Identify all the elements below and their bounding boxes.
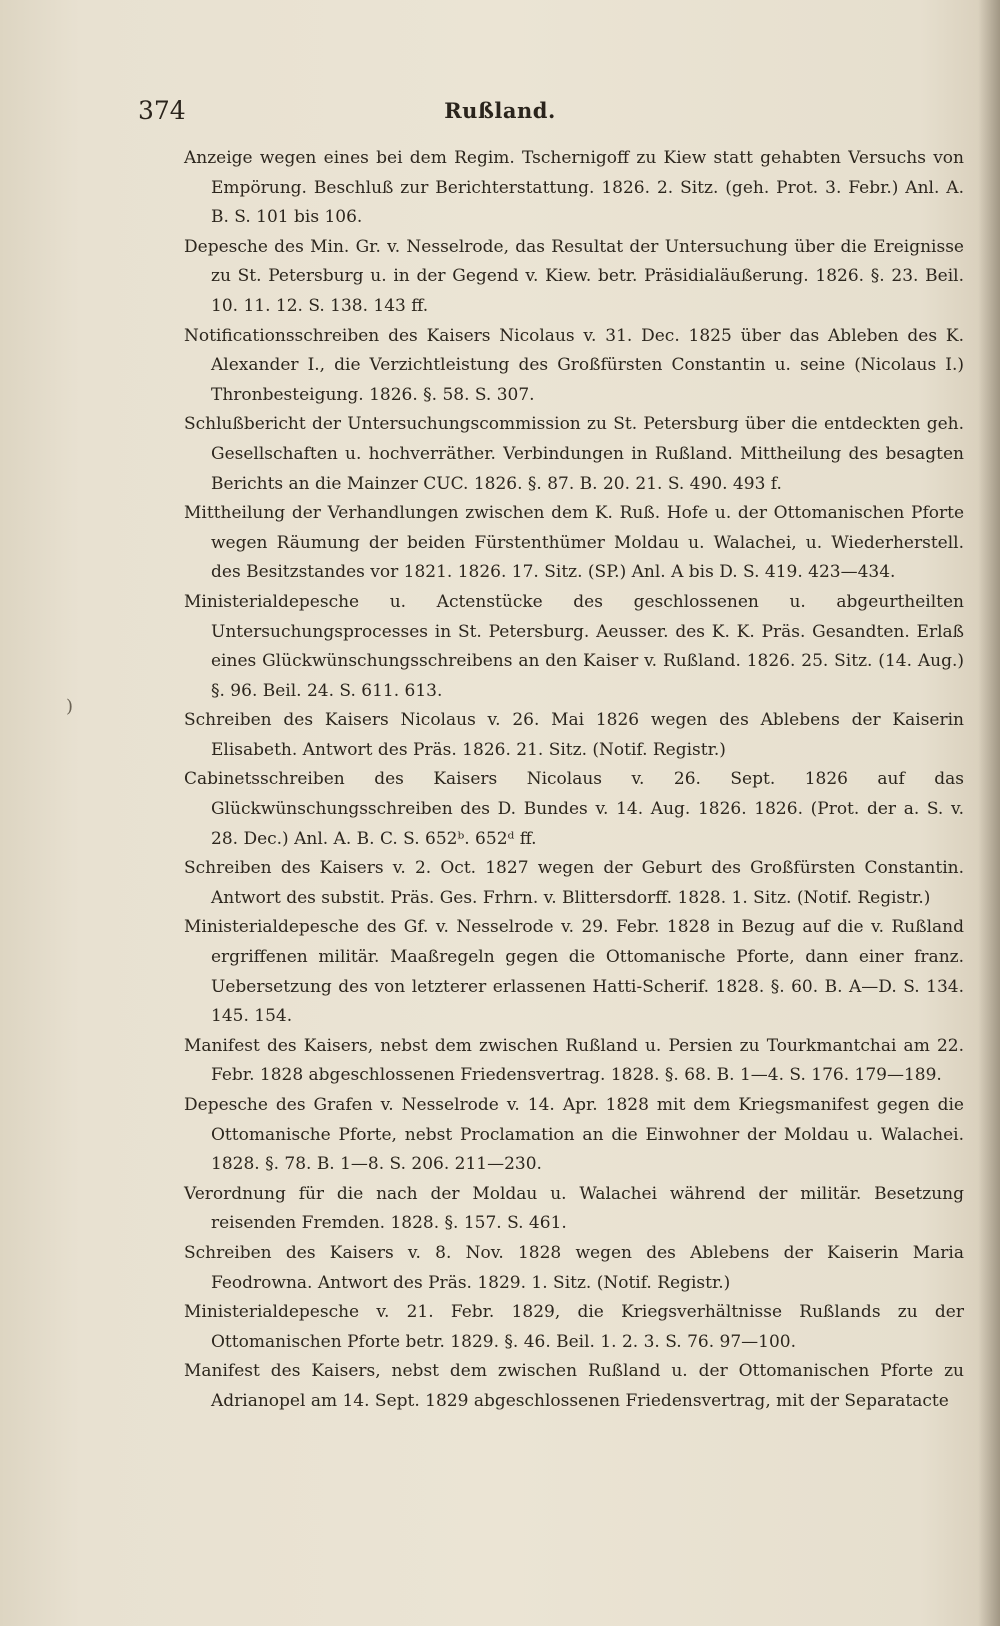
index-entry: Anzeige wegen eines bei dem Regim. Tschernigoff zu Kiew statt gehabten Versuchs von Empörung. Beschluß zur Berichterstattung. 1826. 2. Sitz. (geh. Prot. 3. Febr.) Anl. A. B. S. 101 bis 106. <box>184 148 964 228</box>
index-entry: Manifest des Kaisers, nebst dem zwischen Rußland u. der Ottomanischen Pforte zu Adrianopel am 14. Sept. 1829 abgeschlossenen Friedensvertrag, mit der Separatacte <box>184 1361 964 1411</box>
margin-mark: ) <box>66 696 74 717</box>
index-entry: Notificationsschreiben des Kaisers Nicolaus v. 31. Dec. 1825 über das Ableben des K. Alexander I., die Verzichtleistung des Großfürsten Constantin u. seine (Nicolaus I.) Thronbesteigung. 1826. §. 58. S. 307. <box>184 325 964 405</box>
index-entry: Ministerialdepesche v. 21. Febr. 1829, die Kriegsverhältnisse Rußlands zu der Ottomanischen Pforte betr. 1829. §. 46. Beil. 1. 2. 3. S. 76. 97—100. <box>184 1302 964 1352</box>
page-number: 374 <box>138 96 186 125</box>
book-spine-shadow <box>978 0 1000 1626</box>
index-entry: Schreiben des Kaisers v. 8. Nov. 1828 wegen des Ablebens der Kaiserin Maria Feodrowna. Antwort des Präs. 1829. 1. Sitz. (Notif. Registr.) <box>184 1242 964 1293</box>
index-entry: Schreiben des Kaisers Nicolaus v. 26. Mai 1826 wegen des Ablebens der Kaiserin Elisabeth. Antwort des Präs. 1826. 21. Sitz. (Notif. Registr.) <box>184 710 964 760</box>
index-entries <box>184 144 964 1417</box>
index-entry: Verordnung für die nach der Moldau u. Walachei während der militär. Besetzung reisenden Fremden. 1828. §. 157. S. 461. <box>184 1183 964 1234</box>
index-entry: Mittheilung der Verhandlungen zwischen dem K. Ruß. Hofe u. der Ottomanischen Pforte wegen Räumung der beiden Fürstenthümer Moldau u. Walachei, u. Wiederherstell. des Besitzstandes vor 1821. 1826. 17. Sitz. (SP.) Anl. A bis D. S. 419. 423—434. <box>184 503 964 583</box>
running-title: Rußland. <box>444 98 556 123</box>
index-entry: Ministerialdepesche des Gf. v. Nesselrode v. 29. Febr. 1828 in Bezug auf die v. Rußland ergriffenen militär. Maaßregeln gegen die Ottomanische Pforte, dann einer franz. Uebersetzung des von letzterer erlassenen Hatti-Scherif. 1828. §. 60. B. A—D. S. 134. 145. 154. <box>184 917 964 1027</box>
index-entry: Ministerialdepesche u. Actenstücke des geschlossenen u. abgeurtheilten Untersuchungsprocesses in St. Petersburg. Aeusser. des K. K. Präs. Gesandten. Erlaß eines Glückwünschungsschreibens an den Kaiser v. Rußland. 1826. 25. Sitz. (14. Aug.) §. 96. Beil. 24. S. 611. 613. <box>184 591 964 701</box>
index-entry: Schlußbericht der Untersuchungscommission zu St. Petersburg über die entdeckten geh. Gesellschaften u. hochverräther. Verbindungen in Rußland. Mittheilung des besagten Berichts an die Mainzer CUC. 1826. §. 87. B. 20. 21. S. 490. 493 f. <box>184 414 964 494</box>
index-entry: Schreiben des Kaisers v. 2. Oct. 1827 wegen der Geburt des Großfürsten Constantin. Antwort des substit. Präs. Ges. Frhrn. v. Blittersdorff. 1828. 1. Sitz. (Notif. Registr.) <box>184 858 964 908</box>
index-entry: Manifest des Kaisers, nebst dem zwischen Rußland u. Persien zu Tourkmantchai am 22. Febr. 1828 abgeschlossenen Friedensvertrag. 1828. §. 68. B. 1—4. S. 176. 179—189. <box>184 1035 964 1086</box>
index-entry: Cabinetsschreiben des Kaisers Nicolaus v. 26. Sept. 1826 auf das Glückwünschungsschreiben des D. Bundes v. 14. Aug. 1826. 1826. (Prot. der a. S. v. 28. Dec.) Anl. A. B. C. S. 652ᵇ. 652ᵈ ff. <box>184 769 964 849</box>
page-header <box>138 96 862 136</box>
index-entry: Depesche des Min. Gr. v. Nesselrode, das Resultat der Untersuchung über die Ereignisse zu St. Petersburg u. in der Gegend v. Kiew. betr. Präsidialäußerung. 1826. §. 23. Beil. 10. 11. 12. S. 138. 143 ff. <box>184 236 964 316</box>
index-entry: Depesche des Grafen v. Nesselrode v. 14. Apr. 1828 mit dem Kriegsmanifest gegen die Ottomanische Pforte, nebst Proclamation an die Einwohner der Moldau u. Walachei. 1828. §. 78. B. 1—8. S. 206. 211—230. <box>184 1095 964 1175</box>
